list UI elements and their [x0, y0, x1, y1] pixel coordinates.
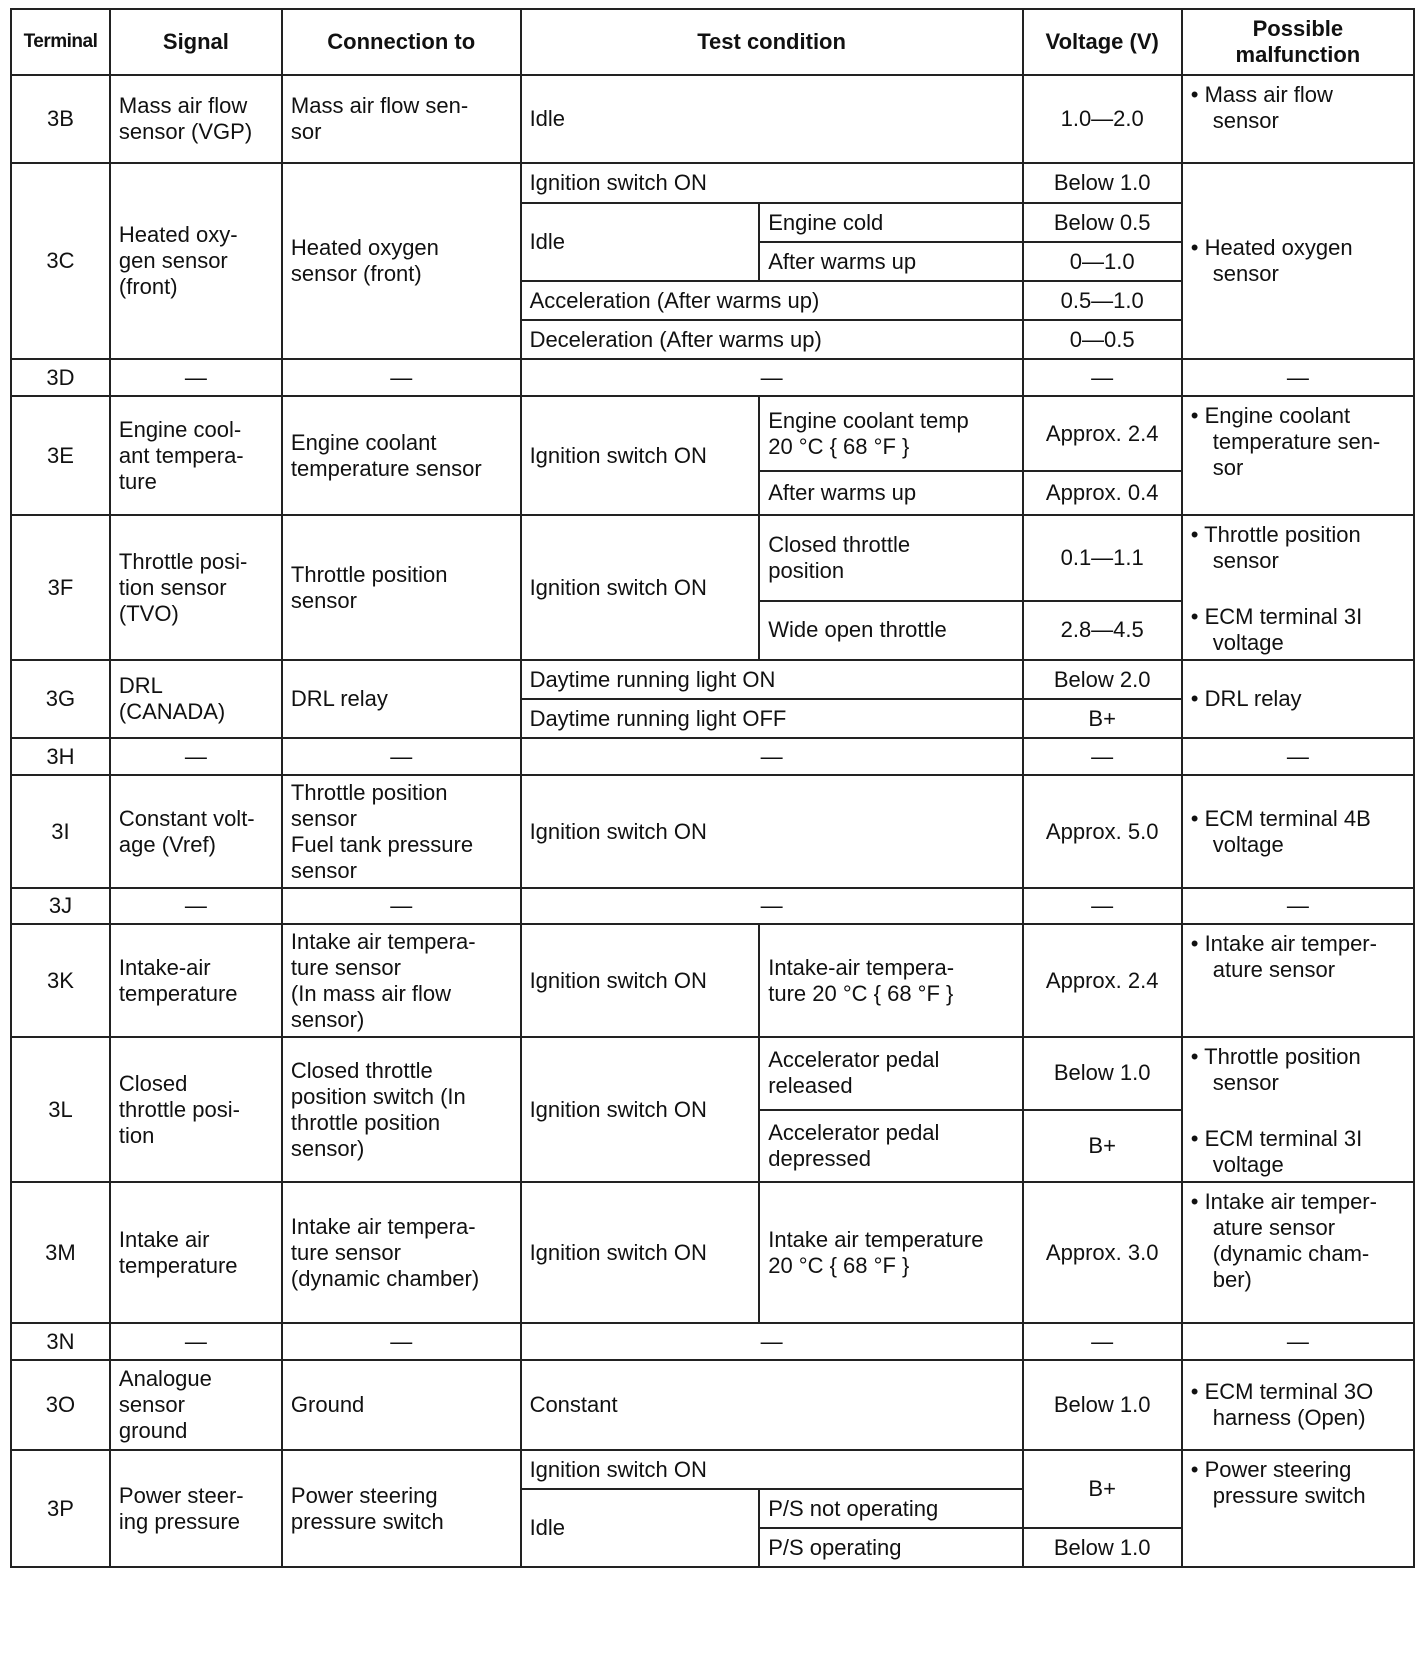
malfunction-item: • Engine coolant temperature sen- sor	[1190, 403, 1381, 480]
terminal-voltage-table	[10, 8, 1415, 1568]
connection-cell: Closed throttle position switch (In throttle position sensor)	[282, 1037, 521, 1182]
terminal-cell: 3P	[11, 1450, 110, 1567]
connection-cell: Intake air tempera- ture sensor (In mass air flow sensor)	[282, 924, 521, 1037]
test-subcondition-cell: Intake-air tempera- ture 20 °C { 68 °F }	[759, 924, 1022, 1037]
voltage-cell: —	[1023, 738, 1182, 775]
voltage-cell: Below 0.5	[1023, 203, 1182, 242]
header-voltage: Voltage (V)	[1023, 9, 1182, 75]
table-row	[11, 163, 1414, 203]
test-condition-cell: Deceleration (After warms up)	[521, 320, 1023, 359]
malfunction-cell	[1182, 1037, 1414, 1182]
voltage-cell: Approx. 5.0	[1023, 775, 1182, 888]
test-condition-cell: Ignition switch ON	[521, 515, 760, 660]
table-row	[11, 1323, 1414, 1360]
test-subcondition-cell: Engine cold	[759, 203, 1022, 242]
signal-cell: Heated oxy- gen sensor (front)	[110, 163, 282, 359]
terminal-cell: 3J	[11, 888, 110, 924]
terminal-cell: 3G	[11, 660, 110, 738]
malfunction-cell: —	[1182, 359, 1414, 396]
header-row	[11, 9, 1414, 75]
connection-cell: —	[282, 359, 521, 396]
malfunction-cell	[1182, 1182, 1414, 1323]
table-row	[11, 1360, 1414, 1450]
test-subcondition-cell: P/S operating	[759, 1528, 1022, 1567]
test-condition-cell: Ignition switch ON	[521, 1182, 760, 1323]
malfunction-cell	[1182, 924, 1414, 1037]
test-condition-cell: —	[521, 1323, 1023, 1360]
voltage-cell: B+	[1023, 1450, 1182, 1528]
malfunction-item: • Heated oxygen sensor	[1190, 235, 1353, 286]
test-condition-cell: Constant	[521, 1360, 1023, 1450]
test-condition-cell: Ignition switch ON	[521, 775, 1023, 888]
malfunction-item: • Intake air temper- ature sensor (dynamic cham- ber)	[1190, 1189, 1377, 1292]
malfunction-item: • DRL relay	[1190, 686, 1302, 711]
table-row	[11, 660, 1414, 699]
test-condition-cell: Ignition switch ON	[521, 163, 1023, 203]
table-row	[11, 1450, 1414, 1489]
header-terminal: Terminal	[11, 9, 110, 75]
signal-cell: —	[110, 888, 282, 924]
malfunction-item: • Throttle position sensor	[1190, 1044, 1361, 1095]
connection-cell: Power steering pressure switch	[282, 1450, 521, 1567]
voltage-cell: 2.8—4.5	[1023, 601, 1182, 660]
test-condition-cell: Idle	[521, 75, 1023, 163]
table-row	[11, 1037, 1414, 1110]
test-condition-cell: Idle	[521, 1489, 760, 1567]
test-condition-cell: —	[521, 888, 1023, 924]
test-subcondition-cell: Wide open throttle	[759, 601, 1022, 660]
signal-cell: DRL (CANADA)	[110, 660, 282, 738]
test-subcondition-cell: Accelerator pedal depressed	[759, 1110, 1022, 1183]
malfunction-item: • Mass air flow sensor	[1190, 82, 1333, 133]
table-row	[11, 888, 1414, 924]
signal-cell: —	[110, 359, 282, 396]
connection-cell: —	[282, 1323, 521, 1360]
connection-cell: —	[282, 888, 521, 924]
voltage-cell: 0.1—1.1	[1023, 515, 1182, 601]
table-row	[11, 924, 1414, 1037]
malfunction-cell	[1182, 515, 1414, 660]
connection-cell: Ground	[282, 1360, 521, 1450]
test-condition-cell: Acceleration (After warms up)	[521, 281, 1023, 320]
voltage-cell: Approx. 2.4	[1023, 924, 1182, 1037]
voltage-cell: Approx. 3.0	[1023, 1182, 1182, 1323]
malfunction-item: • Intake air temper- ature sensor	[1190, 931, 1377, 982]
table-row	[11, 359, 1414, 396]
test-subcondition-cell: Closed throttle position	[759, 515, 1022, 601]
terminal-cell: 3N	[11, 1323, 110, 1360]
signal-cell: Constant volt- age (Vref)	[110, 775, 282, 888]
signal-cell: —	[110, 738, 282, 775]
malfunction-item: • Throttle position sensor	[1190, 522, 1361, 573]
signal-cell: Intake air temperature	[110, 1182, 282, 1323]
terminal-cell: 3C	[11, 163, 110, 359]
test-condition-cell: Ignition switch ON	[521, 1037, 760, 1182]
malfunction-item: • ECM terminal 3I voltage	[1190, 1126, 1363, 1177]
table-row	[11, 396, 1414, 471]
malfunction-cell	[1182, 163, 1414, 359]
malfunction-cell: —	[1182, 888, 1414, 924]
terminal-cell: 3B	[11, 75, 110, 163]
malfunction-item: • ECM terminal 3O harness (Open)	[1190, 1379, 1374, 1430]
terminal-cell: 3D	[11, 359, 110, 396]
malfunction-cell	[1182, 775, 1414, 888]
terminal-cell: 3M	[11, 1182, 110, 1323]
test-subcondition-cell: After warms up	[759, 242, 1022, 281]
voltage-cell: 1.0—2.0	[1023, 75, 1182, 163]
table-row	[11, 515, 1414, 601]
terminal-cell: 3L	[11, 1037, 110, 1182]
test-condition-cell: Idle	[521, 203, 760, 281]
connection-cell: Mass air flow sen- sor	[282, 75, 521, 163]
test-subcondition-cell: Accelerator pedal released	[759, 1037, 1022, 1110]
voltage-cell: Below 1.0	[1023, 1037, 1182, 1110]
test-condition-cell: Ignition switch ON	[521, 924, 760, 1037]
malfunction-cell: —	[1182, 1323, 1414, 1360]
signal-cell: Power steer- ing pressure	[110, 1450, 282, 1567]
voltage-cell: 0.5—1.0	[1023, 281, 1182, 320]
signal-cell: Mass air flow sensor (VGP)	[110, 75, 282, 163]
malfunction-cell	[1182, 75, 1414, 163]
test-condition-cell: Daytime running light OFF	[521, 699, 1023, 738]
voltage-cell: Below 1.0	[1023, 1528, 1182, 1567]
voltage-cell: B+	[1023, 699, 1182, 738]
signal-cell: —	[110, 1323, 282, 1360]
voltage-cell: Approx. 2.4	[1023, 396, 1182, 471]
voltage-cell: B+	[1023, 1110, 1182, 1183]
malfunction-cell	[1182, 1360, 1414, 1450]
header-connection: Connection to	[282, 9, 521, 75]
terminal-cell: 3E	[11, 396, 110, 515]
terminal-cell: 3F	[11, 515, 110, 660]
test-subcondition-cell: Intake air temperature 20 °C { 68 °F }	[759, 1182, 1022, 1323]
malfunction-cell: —	[1182, 738, 1414, 775]
connection-cell: Throttle position sensor	[282, 515, 521, 660]
test-condition-cell: —	[521, 738, 1023, 775]
terminal-cell: 3O	[11, 1360, 110, 1450]
terminal-cell: 3I	[11, 775, 110, 888]
test-subcondition-cell: After warms up	[759, 471, 1022, 515]
malfunction-cell	[1182, 1450, 1414, 1567]
table-row	[11, 775, 1414, 888]
malfunction-item: • ECM terminal 3I voltage	[1190, 604, 1363, 655]
connection-cell: Heated oxygen sensor (front)	[282, 163, 521, 359]
signal-cell: Throttle posi- tion sensor (TVO)	[110, 515, 282, 660]
voltage-cell: —	[1023, 1323, 1182, 1360]
malfunction-item: • Power steering pressure switch	[1190, 1457, 1366, 1508]
table-row	[11, 75, 1414, 163]
voltage-cell: Below 2.0	[1023, 660, 1182, 699]
malfunction-item: • ECM terminal 4B voltage	[1190, 805, 1371, 857]
connection-cell: —	[282, 738, 521, 775]
malfunction-cell	[1182, 396, 1414, 515]
voltage-cell: Approx. 0.4	[1023, 471, 1182, 515]
malfunction-cell	[1182, 660, 1414, 738]
connection-cell: Throttle position sensor Fuel tank pressure sensor	[282, 775, 521, 888]
connection-cell: DRL relay	[282, 660, 521, 738]
test-condition-cell: Daytime running light ON	[521, 660, 1023, 699]
terminal-cell: 3H	[11, 738, 110, 775]
test-subcondition-cell: Engine coolant temp 20 °C { 68 °F }	[759, 396, 1022, 471]
test-subcondition-cell: P/S not operating	[759, 1489, 1022, 1528]
voltage-cell: Below 1.0	[1023, 1360, 1182, 1450]
test-condition-cell: Ignition switch ON	[521, 396, 760, 515]
signal-cell: Analogue sensor ground	[110, 1360, 282, 1450]
header-signal: Signal	[110, 9, 282, 75]
signal-cell: Engine cool- ant tempera- ture	[110, 396, 282, 515]
header-test-condition: Test condition	[521, 9, 1023, 75]
terminal-voltage-table-container	[10, 8, 1415, 1568]
table-row	[11, 738, 1414, 775]
connection-cell: Engine coolant temperature sensor	[282, 396, 521, 515]
signal-cell: Intake-air temperature	[110, 924, 282, 1037]
test-condition-cell: —	[521, 359, 1023, 396]
voltage-cell: Below 1.0	[1023, 163, 1182, 203]
voltage-cell: 0—1.0	[1023, 242, 1182, 281]
signal-cell: Closed throttle posi- tion	[110, 1037, 282, 1182]
terminal-cell: 3K	[11, 924, 110, 1037]
test-condition-cell: Ignition switch ON	[521, 1450, 1023, 1489]
voltage-cell: —	[1023, 359, 1182, 396]
voltage-cell: —	[1023, 888, 1182, 924]
connection-cell: Intake air tempera- ture sensor (dynamic chamber)	[282, 1182, 521, 1323]
voltage-cell: 0—0.5	[1023, 320, 1182, 359]
table-row	[11, 1182, 1414, 1323]
header-possible-malfunction: Possible malfunction	[1182, 9, 1414, 75]
